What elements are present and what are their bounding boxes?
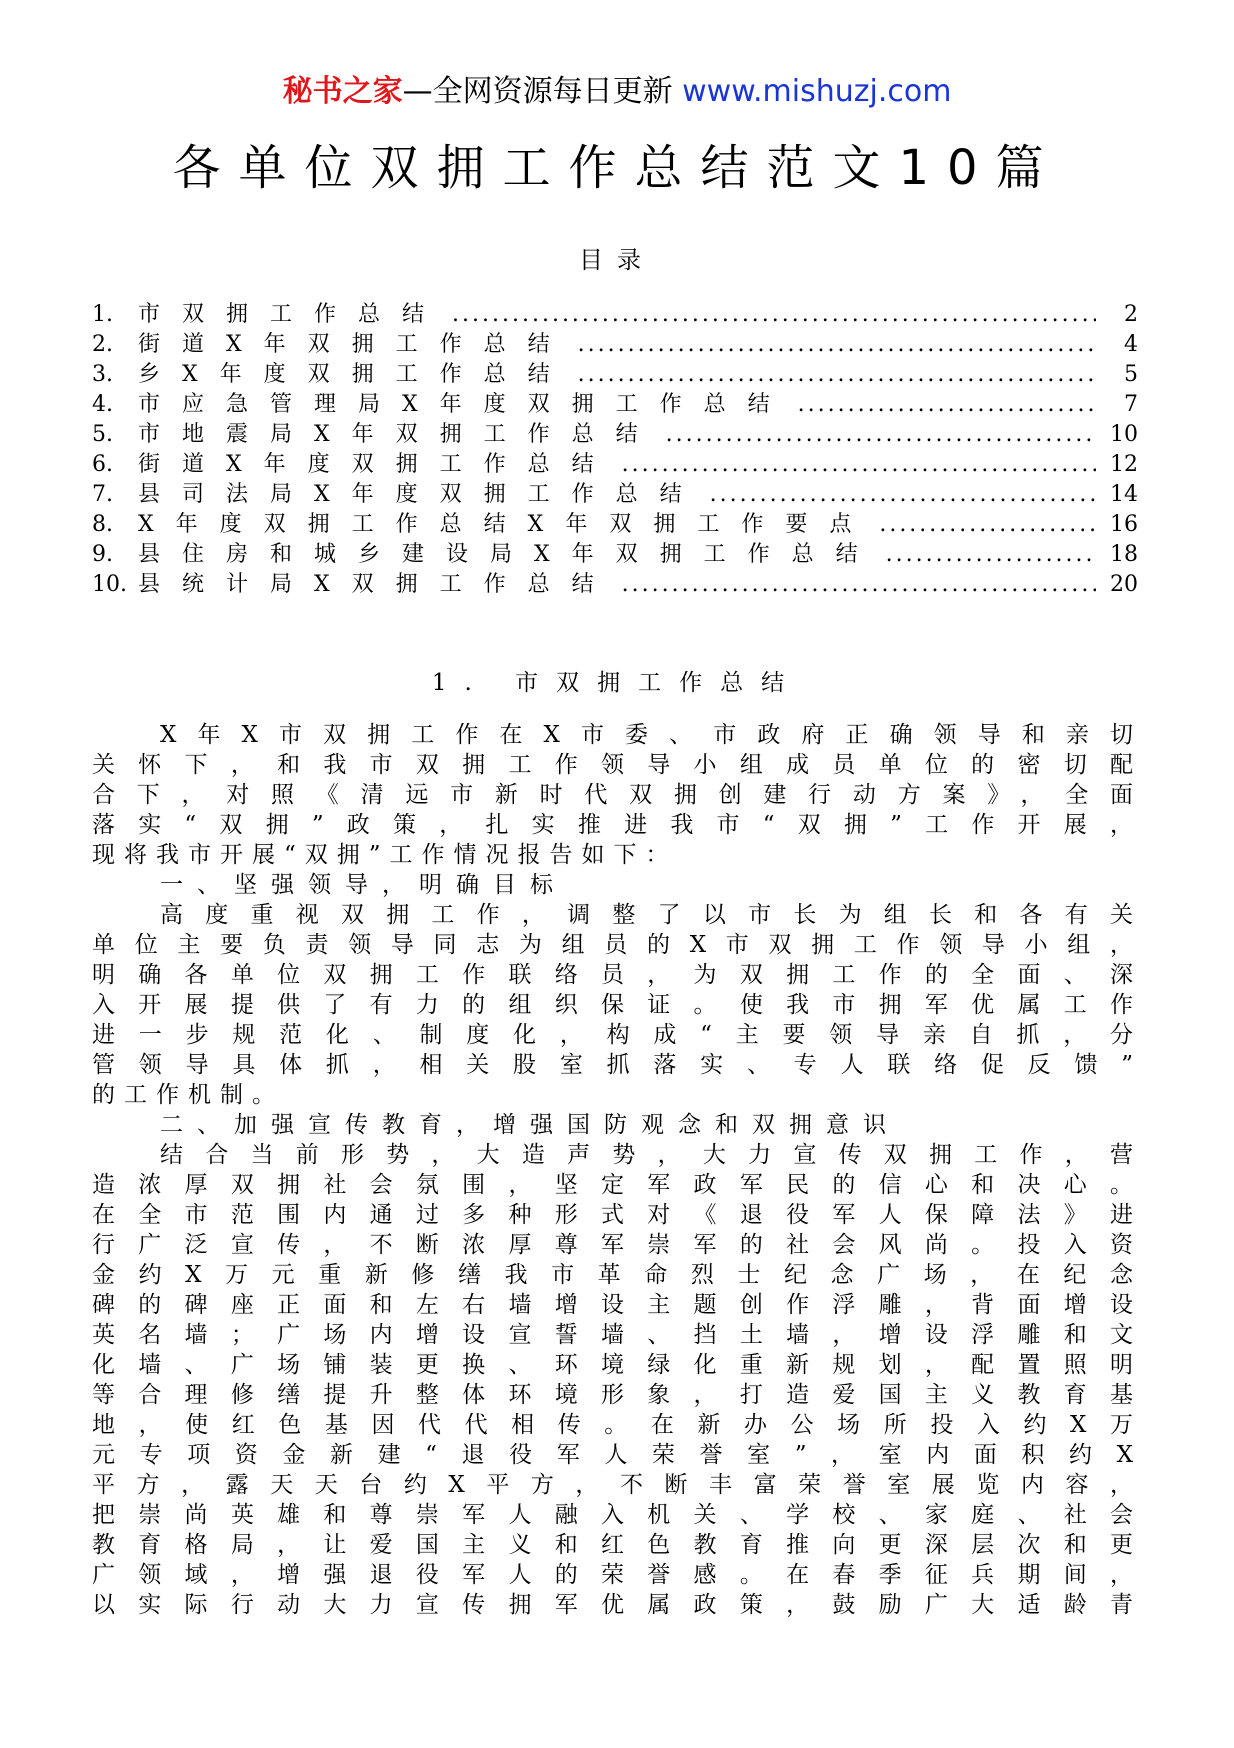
toc-leader-dots [578, 360, 1096, 390]
toc-entry-text: 县住房和城乡建设局X年双拥工作总结 [138, 542, 880, 567]
toc-entry-number: 3. [92, 362, 113, 387]
body-line: X年X市双拥工作在X市委、市政府正确领导和亲切 [160, 722, 1142, 748]
body-line: 等合理修缮提升整体环境形象，打造爱国主义教育基 [92, 1382, 1142, 1408]
body-line: 行广泛宣传，不断浓厚尊军崇军的社会风尚。投入资 [92, 1232, 1142, 1258]
body-line: 化墙、广场铺装更换、环境绿化重新规划，配置照明 [92, 1352, 1142, 1378]
toc-entry-text: 市双拥工作总结 [138, 302, 447, 327]
body-line: 进一步规范化、制度化，构成“主要领导亲自抓，分 [92, 1022, 1142, 1048]
subsection-heading: 一、坚强领导，明确目标 [160, 872, 567, 898]
body-line: 单位主要负责领导同志为组员的X市双拥工作领导小组， [92, 932, 1142, 958]
site-banner [0, 72, 1234, 112]
table-of-contents [92, 300, 1138, 600]
toc-entry-page: 18 [1110, 542, 1138, 567]
toc-entry-page: 7 [1124, 392, 1138, 417]
toc-entry-text: 市应急管理局X年度双拥工作总结 [138, 392, 792, 417]
body-line: 的工作机制。 [92, 1082, 284, 1108]
body-line: 英名墙；广场内增设宣誓墙、挡土墙，增设浮雕和文 [92, 1322, 1142, 1348]
toc-leader-dots [452, 300, 1096, 330]
body-line: 在全市范围内通过多种形式对《退役军人保障法》进 [92, 1202, 1142, 1228]
toc-entry-page: 4 [1124, 332, 1138, 357]
toc-entry-page: 16 [1110, 512, 1138, 537]
banner-url-link[interactable]: www.mishuzj.com [682, 74, 952, 109]
body-line: 现将我市开展“双拥”工作情况报告如下： [92, 842, 678, 868]
body-line: 高度重视双拥工作，调整了以市长为组长和各有关 [160, 902, 1142, 928]
body-line: 广领域，增强退役军人的荣誉感。在春季征兵期间， [92, 1562, 1142, 1588]
toc-entry-number: 2. [92, 332, 113, 357]
toc-entry-text: 乡X年度双拥工作总结 [138, 362, 572, 387]
body-line: 明确各单位双拥工作联络员，为双拥工作的全面、深 [92, 962, 1142, 988]
toc-entry[interactable] [92, 450, 1138, 480]
toc-leader-dots [578, 330, 1096, 360]
body-line: 把崇尚英雄和尊崇军人融入机关、学校、家庭、社会 [92, 1502, 1142, 1528]
toc-entry-number: 4. [92, 392, 113, 417]
toc-entry[interactable] [92, 570, 1138, 600]
toc-entry[interactable] [92, 480, 1138, 510]
body-line: 教育格局，让爱国主义和红色教育推向更深层次和更 [92, 1532, 1142, 1558]
toc-entry-number: 8. [92, 512, 113, 537]
section-body [92, 720, 1142, 1620]
body-line: 关怀下，和我市双拥工作领导小组成员单位的密切配 [92, 752, 1142, 778]
toc-entry-number: 9. [92, 542, 113, 567]
toc-leader-dots [622, 450, 1096, 480]
toc-entry[interactable] [92, 420, 1138, 450]
toc-entry-page: 20 [1110, 572, 1138, 597]
body-line: 造浓厚双拥社会氛围，坚定军政军民的信心和决心。 [92, 1172, 1142, 1198]
toc-entry-page: 2 [1124, 302, 1138, 327]
toc-entry[interactable] [92, 510, 1138, 540]
toc-entry-text: 街道X年度双拥工作总结 [138, 452, 616, 477]
body-line: 合下，对照《清远市新时代双拥创建行动方案》，全面 [92, 782, 1142, 808]
toc-entry[interactable] [92, 360, 1138, 390]
body-line: 平方，露天天台约X平方，不断丰富荣誉室展览内容， [92, 1472, 1142, 1498]
toc-entry-text: 市地震局X年双拥工作总结 [138, 422, 660, 447]
toc-leader-dots [710, 480, 1096, 510]
toc-entry-page: 12 [1110, 452, 1138, 477]
toc-entry-text: 县统计局X双拥工作总结 [138, 572, 616, 597]
document-title: 各单位双拥工作总结范文10篇 [172, 140, 1062, 196]
toc-entry[interactable] [92, 540, 1138, 570]
body-line: 地，使红色基因代代相传。在新办公场所投入约X万 [92, 1412, 1142, 1438]
toc-entry-number: 7. [92, 482, 113, 507]
body-line: 以实际行动大力宣传拥军优属政策，鼓励广大适龄青 [92, 1592, 1142, 1618]
toc-leader-dots [666, 420, 1096, 450]
body-line: 金约X万元重新修缮我市革命烈士纪念广场，在纪念 [92, 1262, 1142, 1288]
toc-leader-dots [879, 510, 1096, 540]
toc-entry-text: X年度双拥工作总结X年双拥工作要点 [138, 512, 874, 537]
toc-entry-number: 10. [92, 572, 127, 597]
toc-entry-number: 5. [92, 422, 113, 447]
toc-entry-number: 1. [92, 302, 113, 327]
toc-entry-text: 街道X年双拥工作总结 [138, 332, 572, 357]
toc-leader-dots [798, 390, 1096, 420]
toc-entry[interactable] [92, 300, 1138, 330]
toc-entry[interactable] [92, 390, 1138, 420]
body-line: 结合当前形势，大造声势，大力宣传双拥工作，营 [160, 1142, 1142, 1168]
body-line: 落实“双拥”政策，扎实推进我市“双拥”工作开展， [92, 812, 1142, 838]
body-line: 元专项资金新建“退役军人荣誉室”，室内面积约X [92, 1442, 1142, 1468]
toc-entry-page: 14 [1110, 482, 1138, 507]
toc-leader-dots [622, 570, 1096, 600]
body-line: 碑的碑座正面和左右墙增设主题创作浮雕，背面增设 [92, 1292, 1142, 1318]
body-line: 入开展提供了有力的组织保证。使我市拥军优属工作 [92, 992, 1142, 1018]
banner-brand: 秘书之家 [282, 74, 403, 109]
toc-heading: 目录 [579, 246, 655, 274]
toc-entry-number: 6. [92, 452, 113, 477]
banner-slogan: —全网资源每日更新 [402, 74, 673, 109]
subsection-heading: 二、加强宣传教育，增强国防观念和双拥意识 [160, 1112, 900, 1138]
toc-entry[interactable] [92, 330, 1138, 360]
body-line: 管领导具体抓，相关股室抓落实、专人联络促反馈” [92, 1052, 1142, 1078]
toc-entry-page: 5 [1124, 362, 1138, 387]
toc-entry-page: 10 [1110, 422, 1138, 447]
section-heading: 1. 市双拥工作总结 [431, 670, 803, 696]
toc-leader-dots [886, 540, 1096, 570]
toc-entry-text: 县司法局X年度双拥工作总结 [138, 482, 704, 507]
